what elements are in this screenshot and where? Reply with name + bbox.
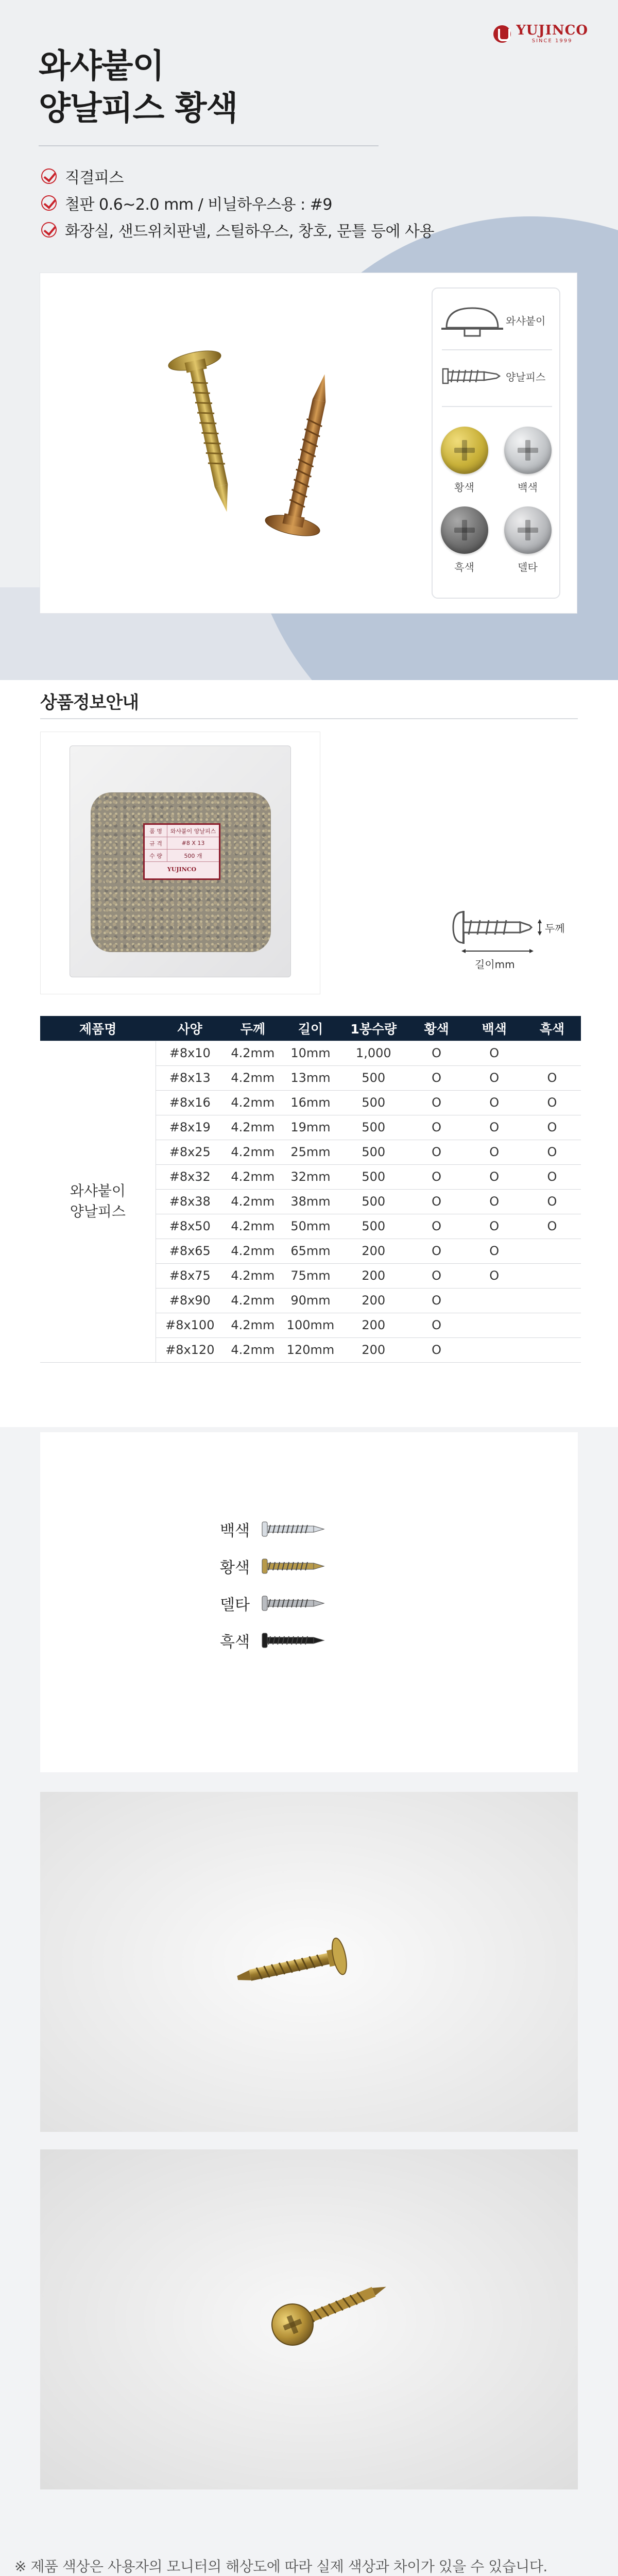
table-cell: 10mm	[282, 1041, 339, 1065]
spec-table	[40, 1016, 581, 1363]
washer-head-icon	[439, 302, 506, 338]
spec-table-header-row	[40, 1016, 581, 1041]
finish-swatch-grid	[433, 427, 559, 574]
screw-sample-icon	[260, 1556, 327, 1577]
table-cell: O	[523, 1189, 581, 1214]
color-sample-row	[213, 1555, 327, 1578]
table-cell: O	[408, 1140, 466, 1164]
table-cell: 4.2mm	[224, 1337, 282, 1362]
detail-photo-panel	[40, 1792, 578, 2132]
table-cell: 500	[339, 1065, 408, 1090]
thickness-label: 두께	[545, 922, 565, 935]
table-cell: 25mm	[282, 1140, 339, 1164]
table-cell: 4.2mm	[224, 1115, 282, 1140]
package-bag	[70, 745, 291, 977]
product-title-line2: 양날피스 황색	[39, 90, 238, 128]
table-cell: 500	[339, 1140, 408, 1164]
finish-swatch	[496, 506, 559, 574]
phillips-head-icon	[504, 427, 552, 474]
column-header: 사양	[156, 1016, 224, 1041]
table-cell	[523, 1239, 581, 1263]
table-cell: O	[466, 1140, 523, 1164]
feature-item	[41, 216, 434, 243]
table-cell: 4.2mm	[224, 1041, 282, 1065]
hero-section	[0, 0, 618, 680]
table-cell: #8x65	[156, 1239, 224, 1263]
finish-swatch	[433, 506, 496, 574]
table-cell: O	[408, 1189, 466, 1214]
table-cell: 4.2mm	[224, 1164, 282, 1189]
color-sample-row	[213, 1592, 327, 1615]
table-cell: O	[408, 1337, 466, 1362]
finish-label: 델타	[518, 561, 538, 573]
product-title	[39, 45, 237, 130]
table-cell: O	[466, 1115, 523, 1140]
spec-table-body	[40, 1041, 581, 1362]
phillips-head-icon	[504, 506, 552, 554]
detail-photo-panel	[40, 2149, 578, 2489]
color-sample-row	[213, 1518, 327, 1540]
table-cell: 120mm	[282, 1337, 339, 1362]
section-title-product-info: 상품정보안내	[40, 692, 139, 713]
table-cell: 500	[339, 1214, 408, 1239]
table-cell: O	[523, 1065, 581, 1090]
feature-item	[41, 163, 434, 190]
screw-sample-icon	[260, 1630, 327, 1651]
screw-side-image	[40, 1792, 578, 2132]
check-circle-icon	[41, 168, 57, 184]
package-label-row: 품 명 와샤붙이 양날피스	[145, 825, 219, 837]
table-cell: #8x10	[156, 1041, 224, 1065]
column-header: 두께	[224, 1016, 282, 1041]
side-divider	[442, 406, 552, 407]
finish-label: 백색	[518, 481, 538, 494]
table-cell: 100mm	[282, 1313, 339, 1337]
table-cell: O	[523, 1164, 581, 1189]
screw-sample-icon	[260, 1593, 327, 1614]
head-type-label: 와샤붙이	[506, 314, 546, 327]
table-cell: O	[523, 1140, 581, 1164]
table-cell: 200	[339, 1337, 408, 1362]
package-label	[143, 823, 220, 880]
color-sample-label: 백색	[220, 1522, 250, 1540]
column-header: 흑색	[523, 1016, 581, 1041]
title-divider	[39, 145, 379, 146]
tip-type-row	[433, 361, 559, 392]
feature-text: 철판 0.6~2.0 mm / 비닐하우스용 : #9	[65, 196, 332, 214]
table-cell: O	[408, 1313, 466, 1337]
color-disclaimer-note: ※ 제품 색상은 사용자의 모니터의 해상도에 따라 실제 색상과 차이가 있을 수 있습니다.	[14, 2558, 547, 2575]
color-sample-row	[213, 1629, 327, 1652]
package-photo	[40, 732, 320, 994]
table-cell: #8x38	[156, 1189, 224, 1214]
table-cell: 32mm	[282, 1164, 339, 1189]
table-cell: O	[408, 1164, 466, 1189]
table-cell: O	[408, 1090, 466, 1115]
table-cell: #8x16	[156, 1090, 224, 1115]
brand-name: YUJINCO	[516, 23, 588, 38]
table-row	[40, 1041, 581, 1065]
table-cell: 500	[339, 1164, 408, 1189]
table-cell: O	[523, 1115, 581, 1140]
section-divider	[40, 718, 578, 719]
check-circle-icon	[41, 195, 57, 211]
head-type-row	[433, 302, 559, 338]
phillips-head-icon	[441, 506, 488, 554]
spec-side-panel	[432, 287, 560, 599]
table-cell: O	[408, 1239, 466, 1263]
tip-type-label: 양날피스	[506, 370, 546, 383]
package-label-brand: YUJINCO	[167, 866, 197, 873]
column-header: 제품명	[40, 1016, 156, 1041]
table-cell: #8x75	[156, 1263, 224, 1288]
table-cell: #8x120	[156, 1337, 224, 1362]
table-cell: 4.2mm	[224, 1214, 282, 1239]
column-header: 1봉수량	[339, 1016, 408, 1041]
color-sample-label: 황색	[220, 1559, 250, 1577]
table-cell: 4.2mm	[224, 1189, 282, 1214]
product-title-line1: 와샤붙이	[39, 47, 164, 86]
table-cell: 200	[339, 1288, 408, 1313]
package-label-row: 수 량 500 개	[145, 850, 219, 862]
table-cell: O	[408, 1263, 466, 1288]
table-cell: #8x90	[156, 1288, 224, 1313]
screw-pair-image	[40, 273, 432, 613]
table-cell: 50mm	[282, 1214, 339, 1239]
product-photo-card	[40, 273, 577, 613]
table-cell: 4.2mm	[224, 1288, 282, 1313]
table-cell: 13mm	[282, 1065, 339, 1090]
table-cell: 75mm	[282, 1263, 339, 1288]
finish-swatch	[433, 427, 496, 494]
table-cell: 500	[339, 1090, 408, 1115]
table-cell: 4.2mm	[224, 1090, 282, 1115]
finish-label: 흑색	[454, 561, 474, 573]
color-sample-panel	[40, 1432, 578, 1772]
table-cell: 4.2mm	[224, 1239, 282, 1263]
table-cell: O	[523, 1214, 581, 1239]
table-cell: O	[523, 1090, 581, 1115]
feature-item	[41, 190, 434, 216]
table-cell	[466, 1337, 523, 1362]
table-cell: 4.2mm	[224, 1140, 282, 1164]
table-cell: #8x50	[156, 1214, 224, 1239]
table-cell: #8x25	[156, 1140, 224, 1164]
table-cell: O	[466, 1189, 523, 1214]
table-cell: O	[466, 1214, 523, 1239]
table-cell	[466, 1288, 523, 1313]
table-cell: 4.2mm	[224, 1263, 282, 1288]
table-cell: O	[408, 1041, 466, 1065]
table-cell: O	[466, 1041, 523, 1065]
table-cell: 19mm	[282, 1115, 339, 1140]
table-cell: 200	[339, 1263, 408, 1288]
table-cell: #8x32	[156, 1164, 224, 1189]
finish-label: 황색	[454, 481, 474, 494]
drill-tip-screw-icon	[439, 361, 506, 392]
table-cell: 200	[339, 1313, 408, 1337]
table-cell	[523, 1337, 581, 1362]
column-header: 백색	[466, 1016, 523, 1041]
table-cell: 4.2mm	[224, 1313, 282, 1337]
table-cell: O	[466, 1263, 523, 1288]
package-label-row: 규 격 #8 X 13	[145, 837, 219, 850]
feature-text: 직결피스	[65, 169, 124, 187]
screw-head-image	[40, 2149, 578, 2489]
color-sample-label: 델타	[220, 1596, 250, 1614]
length-label: 길이mm	[475, 958, 515, 971]
column-header: 길이	[282, 1016, 339, 1041]
feature-text: 화장실, 샌드위치판넬, 스틸하우스, 창호, 문틀 등에 사용	[65, 223, 434, 241]
brand-logo[interactable]	[493, 24, 588, 44]
table-cell: 200	[339, 1239, 408, 1263]
table-cell: 1,000	[339, 1041, 408, 1065]
table-cell: 16mm	[282, 1090, 339, 1115]
feature-list	[41, 163, 434, 243]
finish-swatch	[496, 427, 559, 494]
table-cell: O	[466, 1164, 523, 1189]
table-cell: #8x100	[156, 1313, 224, 1337]
table-cell	[466, 1313, 523, 1337]
table-cell: #8x13	[156, 1065, 224, 1090]
screw-dimension-icon	[443, 907, 577, 984]
check-circle-icon	[41, 222, 57, 238]
table-cell: 4.2mm	[224, 1065, 282, 1090]
table-cell	[523, 1263, 581, 1288]
brand-since: SINCE 1999	[531, 38, 573, 44]
table-cell: O	[408, 1214, 466, 1239]
screw-sample-icon	[260, 1519, 327, 1539]
phillips-head-icon	[441, 427, 488, 474]
dimension-diagram	[443, 907, 577, 984]
table-cell: 90mm	[282, 1288, 339, 1313]
table-cell: O	[408, 1288, 466, 1313]
table-cell	[523, 1288, 581, 1313]
table-cell: O	[466, 1090, 523, 1115]
table-cell: #8x19	[156, 1115, 224, 1140]
table-cell: O	[408, 1115, 466, 1140]
brand-logo-icon	[493, 25, 511, 43]
table-cell: O	[466, 1239, 523, 1263]
product-photo	[40, 273, 432, 613]
table-cell: 65mm	[282, 1239, 339, 1263]
table-cell	[523, 1313, 581, 1337]
table-cell: 38mm	[282, 1189, 339, 1214]
table-cell: O	[408, 1065, 466, 1090]
column-header: 황색	[408, 1016, 466, 1041]
color-sample-label: 흑색	[220, 1633, 250, 1651]
table-cell: 500	[339, 1189, 408, 1214]
side-divider	[442, 349, 552, 350]
product-name-cell: 와샤붙이 양날피스	[40, 1041, 156, 1362]
table-cell	[523, 1041, 581, 1065]
table-cell: O	[466, 1065, 523, 1090]
table-cell: 500	[339, 1115, 408, 1140]
